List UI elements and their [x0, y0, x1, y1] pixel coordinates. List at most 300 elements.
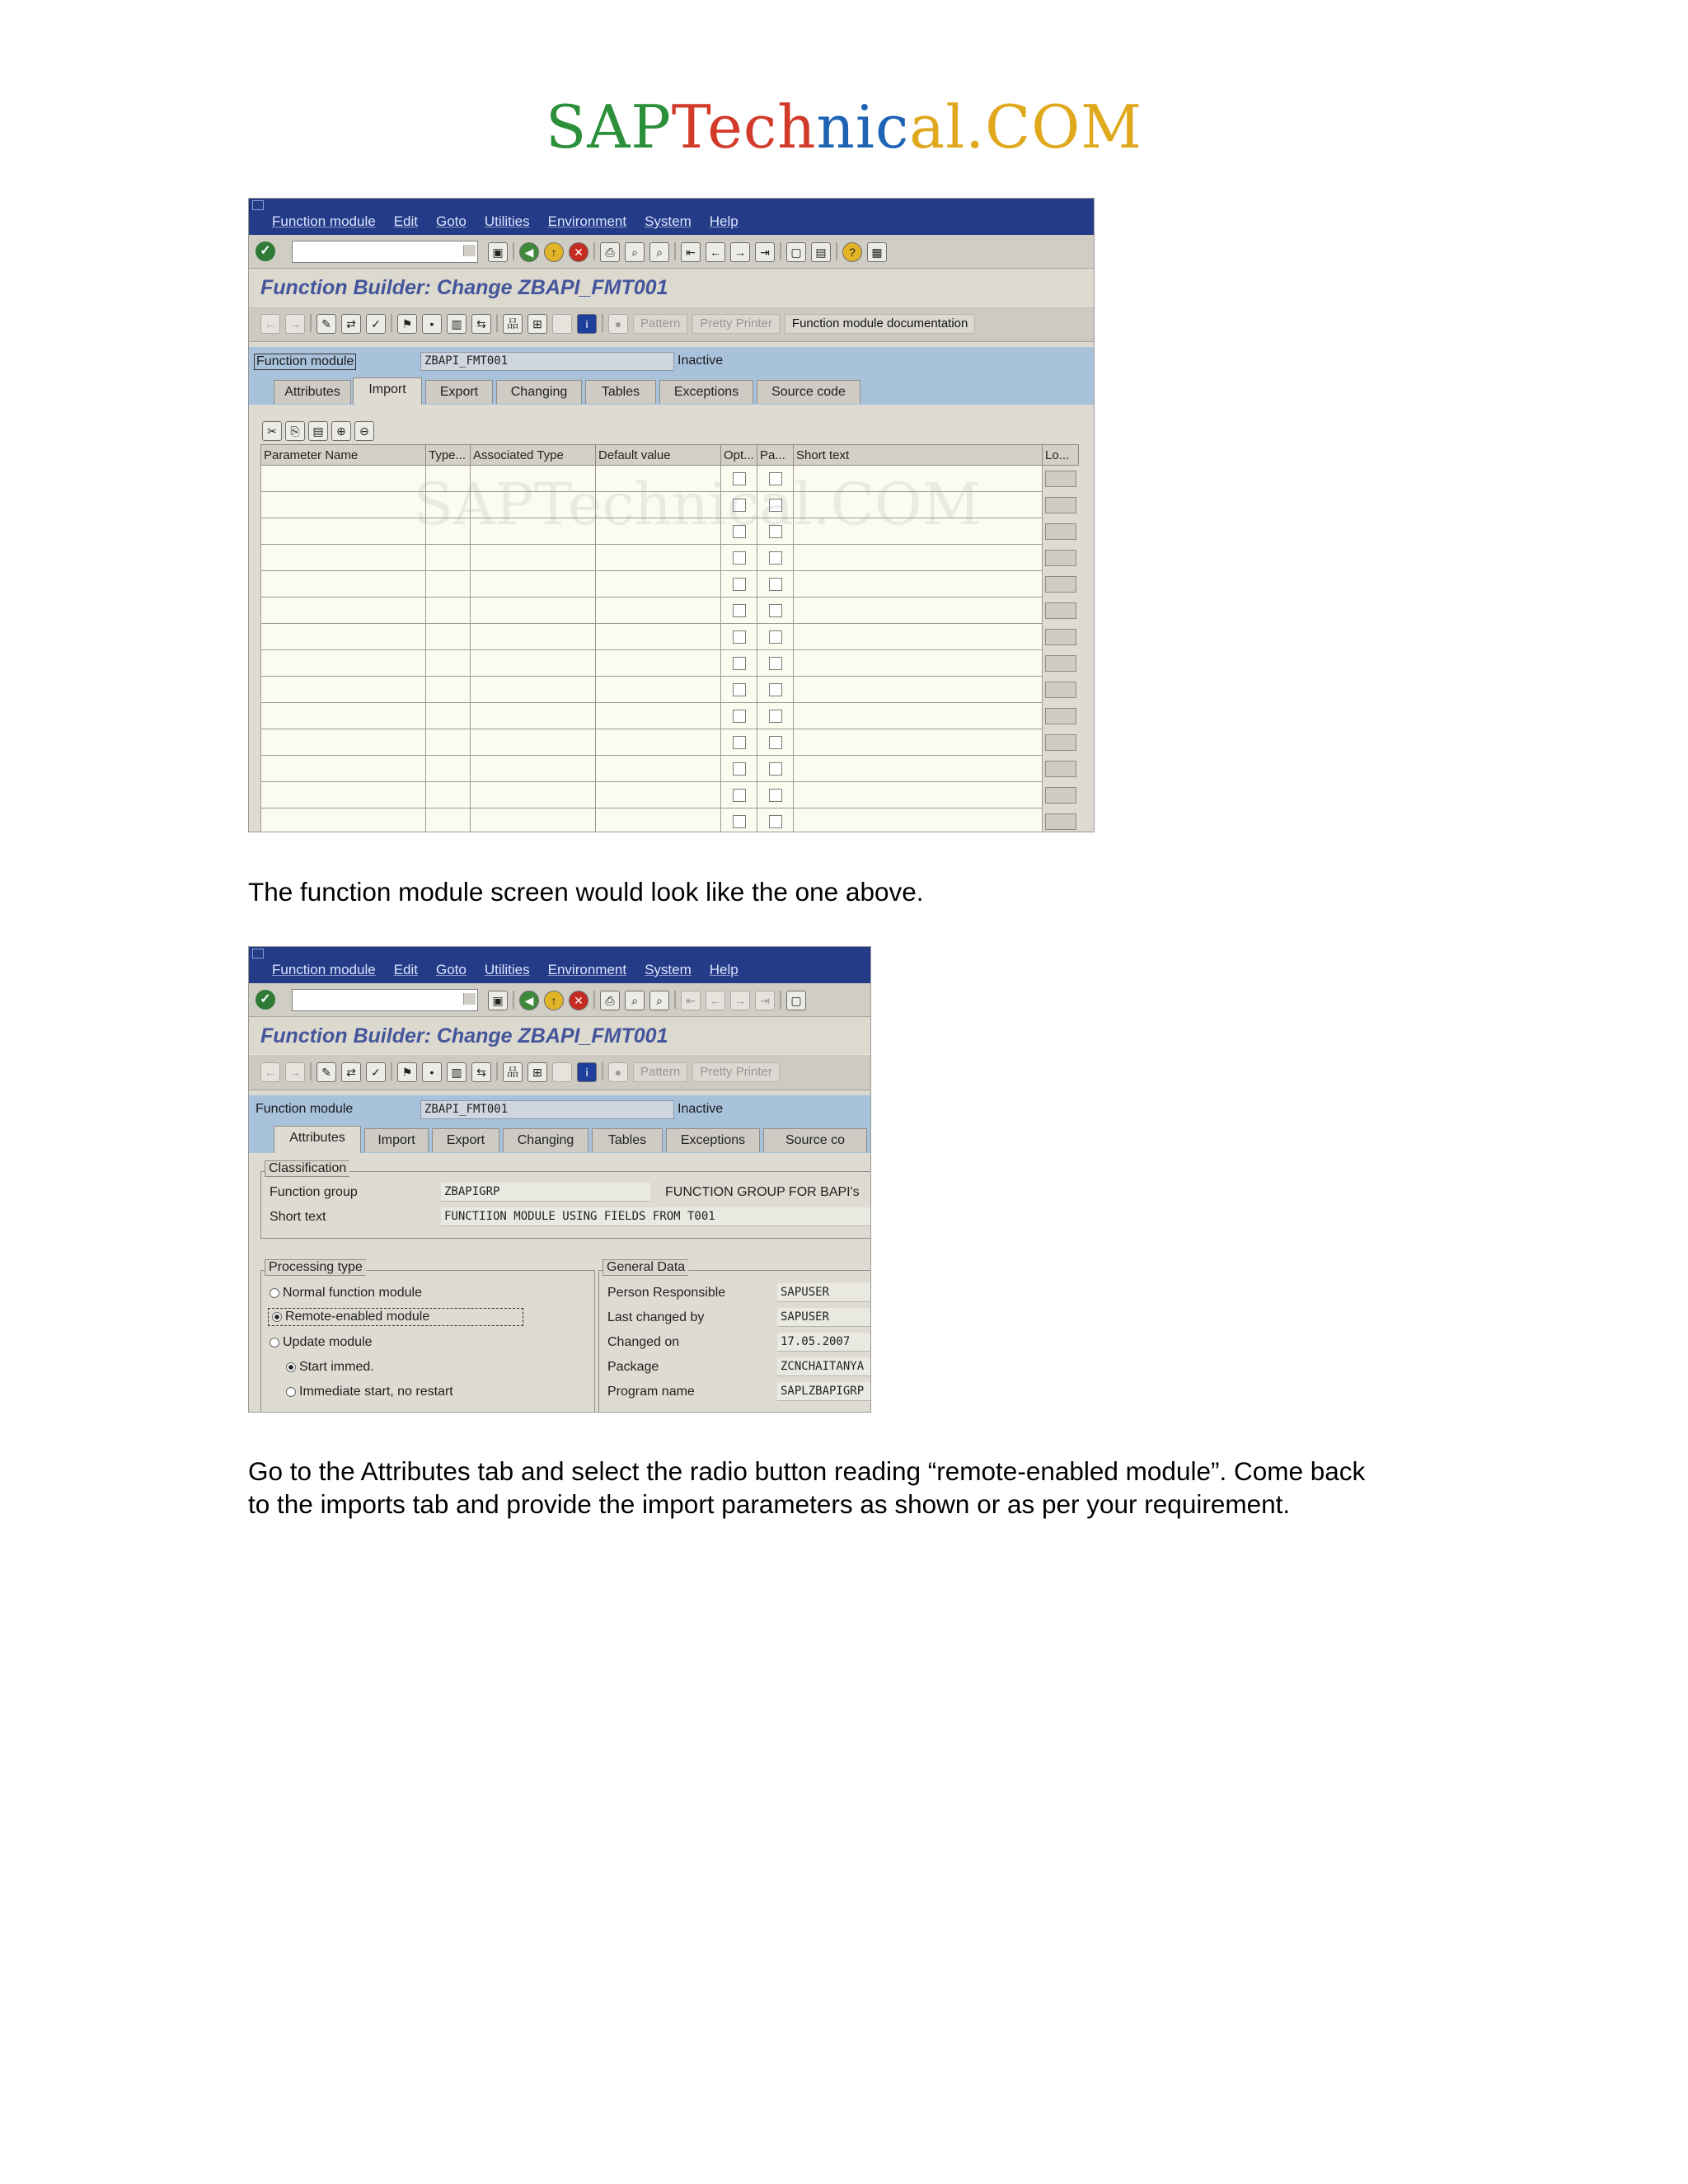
activate-icon[interactable]: ⚑	[397, 314, 417, 334]
menu-help[interactable]: Help	[709, 213, 738, 229]
table-cell[interactable]	[596, 545, 721, 571]
save-icon[interactable]: ▣	[488, 242, 508, 262]
table-row[interactable]	[261, 492, 1079, 518]
checkbox[interactable]	[733, 710, 746, 723]
back-icon[interactable]: ◀	[519, 242, 539, 262]
menu-environment[interactable]: Environment	[547, 962, 627, 977]
table-cell[interactable]	[794, 598, 1043, 624]
table-row[interactable]	[261, 518, 1079, 545]
print-icon[interactable]: ⎙	[600, 991, 620, 1010]
checkbox-cell[interactable]	[721, 703, 757, 729]
exit-icon[interactable]: ↑	[544, 242, 564, 262]
tab-export[interactable]: Export	[425, 380, 493, 404]
col-pass-value[interactable]: Pa...	[757, 445, 794, 466]
tab-exceptions[interactable]: Exceptions	[659, 380, 753, 404]
long-text-button[interactable]	[1045, 682, 1076, 698]
menu-environment[interactable]: Environment	[547, 213, 627, 229]
check-icon[interactable]: ✓	[366, 314, 386, 334]
checkbox[interactable]	[769, 762, 782, 776]
checkbox[interactable]	[769, 815, 782, 828]
back-arrow-icon[interactable]: ←	[260, 314, 280, 334]
checkbox-cell[interactable]	[721, 518, 757, 545]
processing-type-group	[260, 1260, 595, 1413]
menu-utilities[interactable]: Utilities	[484, 213, 530, 229]
copy-icon[interactable]: ⎘	[285, 421, 305, 441]
table-row[interactable]	[261, 808, 1079, 833]
checkbox[interactable]	[733, 762, 746, 776]
enter-icon[interactable]: ✓	[256, 241, 275, 261]
table-cell[interactable]	[426, 624, 471, 650]
table-cell[interactable]	[794, 729, 1043, 756]
col-typing[interactable]: Type...	[426, 445, 471, 466]
last-page-icon[interactable]: ⇥	[755, 242, 775, 262]
table-cell[interactable]	[426, 545, 471, 571]
display-change-icon[interactable]: ✎	[316, 314, 336, 334]
checkbox-cell[interactable]	[757, 756, 794, 782]
table-cell[interactable]	[426, 782, 471, 808]
menu-system[interactable]: System	[645, 213, 692, 229]
checkbox-cell[interactable]	[757, 571, 794, 598]
long-text-button[interactable]	[1045, 550, 1076, 566]
where-used-icon[interactable]: •	[422, 1062, 442, 1082]
table-row[interactable]	[261, 782, 1079, 808]
long-text-cell[interactable]	[1043, 729, 1079, 756]
table-cell[interactable]	[471, 466, 596, 492]
menu-system[interactable]: System	[645, 962, 692, 977]
long-text-cell[interactable]	[1043, 466, 1079, 492]
display-change-icon[interactable]: ✎	[316, 1062, 336, 1082]
tab-exceptions[interactable]: Exceptions	[666, 1128, 760, 1152]
new-session-icon[interactable]: ▢	[786, 991, 806, 1010]
cancel-icon[interactable]: ✕	[569, 991, 588, 1010]
pretty-printer-button[interactable]: Pretty Printer	[692, 314, 780, 334]
checkbox-cell[interactable]	[721, 571, 757, 598]
table-row[interactable]	[261, 677, 1079, 703]
table-cell[interactable]	[596, 518, 721, 545]
table-cell[interactable]	[426, 756, 471, 782]
function-module-row	[249, 347, 1094, 375]
object-list-icon[interactable]: ⇆	[471, 314, 491, 334]
table-cell[interactable]	[596, 677, 721, 703]
tab-attributes[interactable]: Attributes	[274, 1126, 361, 1154]
table-row[interactable]	[261, 624, 1079, 650]
system-menu-icon[interactable]	[252, 200, 264, 210]
checkbox-cell[interactable]	[757, 545, 794, 571]
command-field[interactable]	[292, 241, 478, 263]
checkbox-cell[interactable]	[721, 677, 757, 703]
table-cell[interactable]	[426, 571, 471, 598]
long-text-button[interactable]	[1045, 655, 1076, 672]
tab-source-code[interactable]: Source code	[757, 380, 860, 404]
table-cell[interactable]	[261, 782, 426, 808]
checkbox[interactable]	[769, 551, 782, 565]
long-text-button[interactable]	[1045, 708, 1076, 724]
checkbox-cell[interactable]	[721, 782, 757, 808]
table-cell[interactable]	[471, 729, 596, 756]
forward-arrow-icon[interactable]: →	[285, 314, 305, 334]
table-cell[interactable]	[471, 782, 596, 808]
checkbox[interactable]	[769, 525, 782, 538]
find-icon[interactable]: ⌕	[625, 242, 645, 262]
cancel-icon[interactable]: ✕	[569, 242, 588, 262]
active-inactive-icon[interactable]: ⇄	[341, 314, 361, 334]
next-page-icon[interactable]: →	[730, 991, 750, 1010]
menu-help[interactable]: Help	[709, 962, 738, 977]
title-bar	[249, 947, 870, 983]
long-text-cell[interactable]	[1043, 650, 1079, 677]
long-text-button[interactable]	[1045, 471, 1076, 487]
tab-changing[interactable]: Changing	[503, 1128, 588, 1152]
table-cell[interactable]	[261, 729, 426, 756]
pattern-button[interactable]: Pattern	[633, 314, 687, 334]
table-row[interactable]	[261, 703, 1079, 729]
info-icon[interactable]: i	[577, 1062, 597, 1082]
table-cell[interactable]	[596, 729, 721, 756]
checkbox-cell[interactable]	[721, 729, 757, 756]
long-text-button[interactable]	[1045, 576, 1076, 593]
checkbox[interactable]	[733, 683, 746, 696]
changed-on-field: 17.05.2007	[777, 1333, 871, 1352]
long-text-button[interactable]	[1045, 523, 1076, 540]
pattern-button[interactable]: Pattern	[633, 1062, 687, 1082]
next-page-icon[interactable]: →	[730, 242, 750, 262]
layout-icon[interactable]: ▦	[867, 242, 887, 262]
table-cell[interactable]	[794, 545, 1043, 571]
first-page-icon[interactable]: ⇤	[681, 991, 701, 1010]
table-cell[interactable]	[261, 650, 426, 677]
long-text-cell[interactable]	[1043, 598, 1079, 624]
checkbox-cell[interactable]	[757, 624, 794, 650]
table-cell[interactable]	[471, 518, 596, 545]
standard-toolbar	[249, 235, 1094, 269]
screenshot-import-tab	[248, 198, 1095, 832]
long-text-cell[interactable]	[1043, 703, 1079, 729]
long-text-button[interactable]	[1045, 629, 1076, 645]
checkbox-cell[interactable]	[721, 598, 757, 624]
table-cell[interactable]	[261, 598, 426, 624]
table-cell[interactable]	[261, 571, 426, 598]
checkbox-cell[interactable]	[757, 518, 794, 545]
col-parameter-name[interactable]: Parameter Name	[261, 445, 426, 466]
table-cell[interactable]	[471, 703, 596, 729]
checkbox[interactable]	[769, 683, 782, 696]
checkbox-cell[interactable]	[721, 756, 757, 782]
breakpoint-icon[interactable]: ●	[608, 1062, 628, 1082]
checkbox-cell[interactable]	[757, 650, 794, 677]
hierarchy-icon[interactable]: 品	[503, 1062, 523, 1082]
print-icon[interactable]: ⎙	[600, 242, 620, 262]
table-cell[interactable]	[471, 808, 596, 833]
activate-icon[interactable]: ⚑	[397, 1062, 417, 1082]
tab-export[interactable]: Export	[432, 1128, 499, 1152]
back-icon[interactable]: ◀	[519, 991, 539, 1010]
checkbox[interactable]	[769, 657, 782, 670]
long-text-button[interactable]	[1045, 761, 1076, 777]
checkbox-cell[interactable]	[757, 703, 794, 729]
table-cell[interactable]	[794, 703, 1043, 729]
checkbox[interactable]	[733, 525, 746, 538]
paste-icon[interactable]: ▤	[308, 421, 328, 441]
table-cell[interactable]	[596, 703, 721, 729]
table-cell[interactable]	[261, 466, 426, 492]
tab-import[interactable]: Import	[364, 1128, 429, 1152]
col-long-text[interactable]: Lo...	[1043, 445, 1079, 466]
hierarchy-icon[interactable]: 品	[503, 314, 523, 334]
long-text-cell[interactable]	[1043, 782, 1079, 808]
previous-page-icon[interactable]: ←	[706, 991, 725, 1010]
checkbox[interactable]	[733, 499, 746, 512]
checkbox-cell[interactable]	[757, 808, 794, 833]
checkbox-cell[interactable]	[757, 729, 794, 756]
insert-row-icon[interactable]: ⊕	[331, 421, 351, 441]
table-cell[interactable]	[261, 703, 426, 729]
checkbox[interactable]	[769, 736, 782, 749]
table-cell[interactable]	[471, 571, 596, 598]
col-optional[interactable]: Opt...	[721, 445, 757, 466]
table-cell[interactable]	[596, 598, 721, 624]
checkbox[interactable]	[733, 789, 746, 802]
title-bar	[249, 199, 1094, 235]
forward-arrow-icon[interactable]: →	[285, 1062, 305, 1082]
table-row[interactable]	[261, 545, 1079, 571]
table-cell[interactable]	[471, 677, 596, 703]
table-row[interactable]	[261, 598, 1079, 624]
long-text-cell[interactable]	[1043, 571, 1079, 598]
table-row[interactable]	[261, 466, 1079, 492]
checkbox[interactable]	[769, 472, 782, 485]
function-group-label: Function group	[270, 1185, 358, 1199]
table-cell[interactable]	[426, 492, 471, 518]
checkbox[interactable]	[733, 551, 746, 565]
checkbox[interactable]	[769, 710, 782, 723]
table-cell[interactable]	[426, 729, 471, 756]
screenshot-attributes-tab	[248, 946, 871, 1413]
long-text-button[interactable]	[1045, 787, 1076, 804]
table-row[interactable]	[261, 650, 1079, 677]
command-history-icon[interactable]	[463, 993, 476, 1005]
object-list-icon[interactable]: ⇆	[471, 1062, 491, 1082]
checkbox-cell[interactable]	[757, 598, 794, 624]
long-text-cell[interactable]	[1043, 756, 1079, 782]
checkbox-cell[interactable]	[721, 808, 757, 833]
tab-tables[interactable]: Tables	[585, 380, 656, 404]
table-cell[interactable]	[261, 756, 426, 782]
short-text-field[interactable]: FUNCTIION MODULE USING FIELDS FROM T001	[441, 1207, 871, 1226]
find-next-icon[interactable]: ⌕	[649, 242, 669, 262]
table-cell[interactable]	[596, 808, 721, 833]
table-cell[interactable]	[596, 756, 721, 782]
long-text-cell[interactable]	[1043, 677, 1079, 703]
table-cell[interactable]	[471, 545, 596, 571]
checkbox-cell[interactable]	[757, 782, 794, 808]
checkbox-cell[interactable]	[721, 624, 757, 650]
table-cell[interactable]	[261, 808, 426, 833]
exit-icon[interactable]: ↑	[544, 991, 564, 1010]
table-cell[interactable]	[261, 624, 426, 650]
radio-remote-enabled-module[interactable]: Remote-enabled module	[268, 1308, 523, 1326]
long-text-cell[interactable]	[1043, 624, 1079, 650]
col-short-text[interactable]: Short text	[794, 445, 1043, 466]
attributes-tab-body	[249, 1153, 870, 1412]
system-menu-icon[interactable]	[252, 949, 264, 958]
menu-utilities[interactable]: Utilities	[484, 962, 530, 977]
table-cell[interactable]	[794, 492, 1043, 518]
menu-edit[interactable]: Edit	[393, 213, 418, 229]
find-next-icon[interactable]: ⌕	[649, 991, 669, 1010]
table-cell[interactable]	[426, 466, 471, 492]
save-icon[interactable]: ▣	[488, 991, 508, 1010]
table-cell[interactable]	[261, 677, 426, 703]
table-cell[interactable]	[596, 650, 721, 677]
checkbox-cell[interactable]	[757, 677, 794, 703]
table-cell[interactable]	[261, 545, 426, 571]
navigation-window-icon[interactable]: ⊞	[528, 1062, 547, 1082]
test-icon[interactable]: ▥	[447, 314, 467, 334]
checkbox-cell[interactable]	[721, 545, 757, 571]
table-cell[interactable]	[794, 518, 1043, 545]
long-text-button[interactable]	[1045, 813, 1076, 830]
radio-start-immed[interactable]: Start immed.	[286, 1360, 374, 1375]
checkbox[interactable]	[733, 472, 746, 485]
checkbox[interactable]	[733, 736, 746, 749]
checkbox[interactable]	[733, 578, 746, 591]
table-cell[interactable]	[471, 624, 596, 650]
function-module-field[interactable]: ZBAPI_FMT001	[420, 1100, 674, 1119]
checkbox[interactable]	[769, 578, 782, 591]
table-cell[interactable]	[426, 677, 471, 703]
checkbox-cell[interactable]	[757, 466, 794, 492]
radio-immediate-start-no-restart[interactable]: Immediate start, no restart	[286, 1385, 453, 1399]
pretty-printer-button[interactable]: Pretty Printer	[692, 1062, 780, 1082]
find-icon[interactable]: ⌕	[625, 991, 645, 1010]
menu-goto[interactable]: Goto	[435, 962, 467, 977]
command-field[interactable]	[292, 989, 478, 1011]
check-icon[interactable]: ✓	[366, 1062, 386, 1082]
table-cell[interactable]	[794, 782, 1043, 808]
blank-icon	[552, 1062, 572, 1082]
long-text-button[interactable]	[1045, 497, 1076, 513]
new-session-icon[interactable]: ▢	[786, 242, 806, 262]
table-row[interactable]	[261, 756, 1079, 782]
help-icon[interactable]: ?	[842, 242, 862, 262]
table-cell[interactable]	[596, 492, 721, 518]
radio-normal-function-module[interactable]: Normal function module	[270, 1286, 422, 1301]
last-page-icon[interactable]: ⇥	[755, 991, 775, 1010]
caption-2-line-1: Go to the Attributes tab and select the radio button reading “remote-enabled module”. Come back	[248, 1456, 1366, 1486]
menu-bar	[272, 962, 738, 978]
long-text-cell[interactable]	[1043, 545, 1079, 571]
table-cell[interactable]	[471, 598, 596, 624]
long-text-button[interactable]	[1045, 602, 1076, 619]
table-cell[interactable]	[794, 808, 1043, 833]
menu-function-module[interactable]: Function module	[272, 962, 376, 977]
cut-icon[interactable]: ✂	[262, 421, 282, 441]
enter-icon[interactable]: ✓	[256, 990, 275, 1010]
checkbox-cell[interactable]	[721, 650, 757, 677]
tab-tables[interactable]: Tables	[592, 1128, 663, 1152]
table-cell[interactable]	[426, 808, 471, 833]
fm-documentation-button[interactable]: Function module documentation	[785, 314, 975, 334]
table-cell[interactable]	[596, 624, 721, 650]
menu-function-module[interactable]: Function module	[272, 213, 376, 229]
table-cell[interactable]	[794, 466, 1043, 492]
checkbox[interactable]	[769, 630, 782, 644]
table-row[interactable]	[261, 571, 1079, 598]
menu-edit[interactable]: Edit	[393, 962, 418, 977]
table-cell[interactable]	[471, 756, 596, 782]
table-cell[interactable]	[794, 571, 1043, 598]
shortcut-icon[interactable]: ▤	[811, 242, 831, 262]
table-cell[interactable]	[261, 492, 426, 518]
table-cell[interactable]	[261, 518, 426, 545]
where-used-icon[interactable]: •	[422, 314, 442, 334]
table-cell[interactable]	[794, 650, 1043, 677]
long-text-cell[interactable]	[1043, 808, 1079, 833]
checkbox[interactable]	[733, 630, 746, 644]
long-text-cell[interactable]	[1043, 518, 1079, 545]
tab-attributes[interactable]: Attributes	[274, 380, 351, 404]
navigation-window-icon[interactable]: ⊞	[528, 314, 547, 334]
radio-update-module[interactable]: Update module	[270, 1335, 373, 1350]
info-icon[interactable]: i	[577, 314, 597, 334]
table-cell[interactable]	[794, 624, 1043, 650]
long-text-button[interactable]	[1045, 734, 1076, 751]
checkbox[interactable]	[733, 657, 746, 670]
changed-on-label: Changed on	[607, 1335, 680, 1349]
col-default-value[interactable]: Default value	[596, 445, 721, 466]
col-associated-type[interactable]: Associated Type	[471, 445, 596, 466]
table-cell[interactable]	[426, 703, 471, 729]
long-text-cell[interactable]	[1043, 492, 1079, 518]
table-cell[interactable]	[426, 518, 471, 545]
table-cell[interactable]	[794, 677, 1043, 703]
menu-goto[interactable]: Goto	[435, 213, 467, 229]
table-cell[interactable]	[794, 756, 1043, 782]
test-icon[interactable]: ▥	[447, 1062, 467, 1082]
table-cell[interactable]	[596, 571, 721, 598]
function-module-label: Function module	[254, 354, 356, 370]
table-cell[interactable]	[471, 650, 596, 677]
table-cell[interactable]	[426, 598, 471, 624]
tab-strip	[249, 375, 1094, 405]
back-arrow-icon[interactable]: ←	[260, 1062, 280, 1082]
table-row[interactable]	[261, 729, 1079, 756]
checkbox[interactable]	[769, 604, 782, 617]
function-module-field[interactable]: ZBAPI_FMT001	[420, 352, 674, 371]
checkbox[interactable]	[769, 789, 782, 802]
first-page-icon[interactable]: ⇤	[681, 242, 701, 262]
table-cell[interactable]	[426, 650, 471, 677]
checkbox[interactable]	[733, 604, 746, 617]
command-history-icon[interactable]	[463, 245, 476, 256]
delete-row-icon[interactable]: ⊖	[354, 421, 374, 441]
tab-import[interactable]: Import	[353, 377, 422, 405]
tab-changing[interactable]: Changing	[496, 380, 582, 404]
tab-source-code[interactable]: Source co	[763, 1128, 867, 1152]
active-inactive-icon[interactable]: ⇄	[341, 1062, 361, 1082]
checkbox[interactable]	[733, 815, 746, 828]
function-group-field[interactable]: ZBAPIGRP	[441, 1183, 650, 1202]
previous-page-icon[interactable]: ←	[706, 242, 725, 262]
breakpoint-icon[interactable]: ●	[608, 314, 628, 334]
table-cell[interactable]	[471, 492, 596, 518]
checkbox[interactable]	[769, 499, 782, 512]
checkbox-cell[interactable]	[757, 492, 794, 518]
checkbox-cell[interactable]	[721, 492, 757, 518]
table-cell[interactable]	[596, 782, 721, 808]
checkbox-cell[interactable]	[721, 466, 757, 492]
table-cell[interactable]	[596, 466, 721, 492]
